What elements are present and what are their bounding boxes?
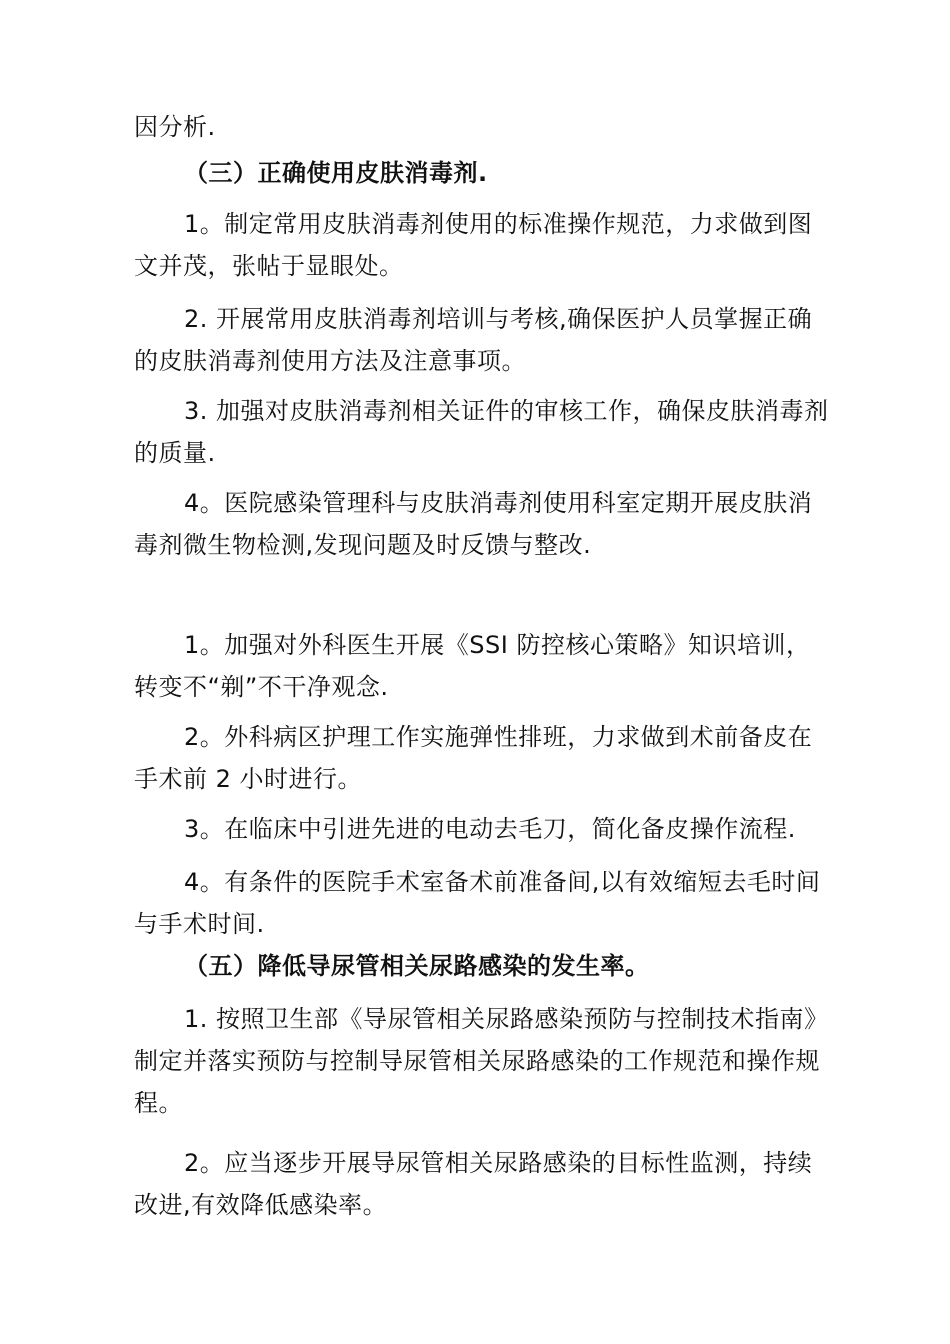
section-heading-3: （三）正确使用皮肤消毒剂. [184, 159, 488, 187]
list-item-4-2: 2。外科病区护理工作实施弹性排班，力求做到术前备皮在手术前 2 小时进行。 [134, 723, 813, 793]
list-item-5-2: 2。应当逐步开展导尿管相关尿路感染的目标性监测，持续改进,有效降低感染率。 [134, 1149, 813, 1219]
list-item-5-1: 1. 按照卫生部《导尿管相关尿路感染预防与控制技术指南》制定并落实预防与控制导尿管相关尿路感染的工作规范和操作规程。 [134, 1005, 829, 1117]
list-item-4-4: 4。有条件的医院手术室备术前准备间,以有效缩短去毛时间与手术时间. [134, 868, 821, 938]
list-item-4-1: 1。加强对外科医生开展《SSI 防控核心策略》知识培训，转变不“剃”不干净观念. [134, 631, 811, 701]
paragraph-continuation: 因分析. [134, 113, 216, 141]
list-item-4-3: 3。在临床中引进先进的电动去毛刀，简化备皮操作流程. [184, 815, 796, 843]
list-item-3-2: 2. 开展常用皮肤消毒剂培训与考核,确保医护人员掌握正确的皮肤消毒剂使用方法及注意事项。 [134, 305, 813, 375]
list-item-3-4: 4。医院感染管理科与皮肤消毒剂使用科室定期开展皮肤消毒剂微生物检测,发现问题及时反馈与整改. [134, 489, 813, 559]
list-item-3-1: 1。制定常用皮肤消毒剂使用的标准操作规范，力求做到图文并茂，张帖于显眼处。 [134, 210, 813, 280]
section-heading-5: （五）降低导尿管相关尿路感染的发生率。 [184, 952, 650, 980]
list-item-3-3: 3. 加强对皮肤消毒剂相关证件的审核工作，确保皮肤消毒剂的质量. [134, 397, 829, 467]
